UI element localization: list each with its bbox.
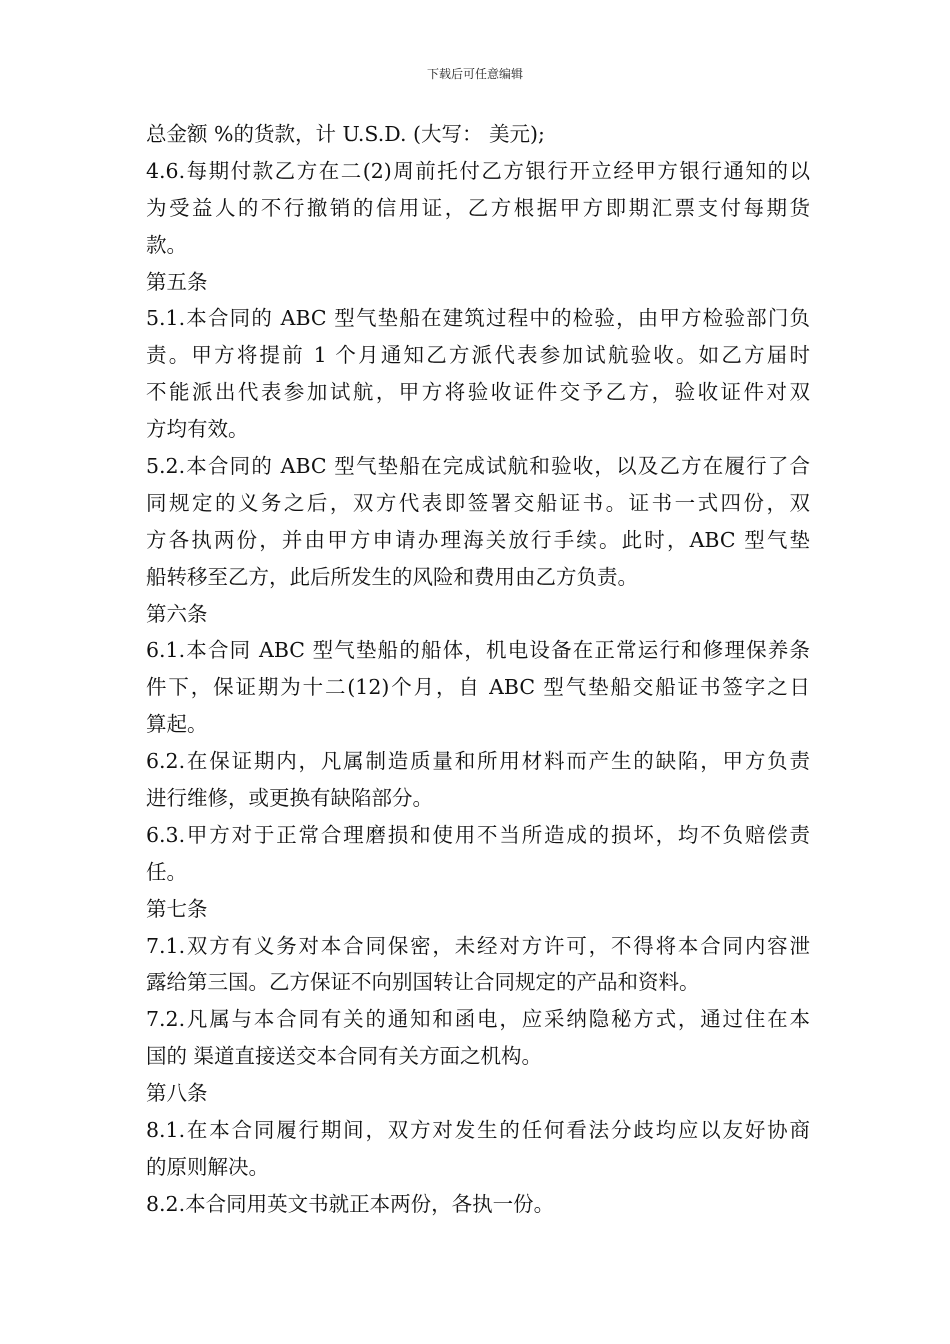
text-line: 件下，保证期为十二(12)个月，自 ABC 型气垫船交船证书签字之日 [146,675,810,700]
page-header: 下载后可任意编辑 [426,67,523,81]
text-line: 国的 渠道直接送交本合同有关方面之机构。 [146,1044,543,1069]
text-line: 8.1.在本合同履行期间，双方对发生的任何看法分歧均应以友好协商 [146,1118,810,1143]
text-line: 7.1.双方有义务对本合同保密，未经对方许可，不得将本合同内容泄 [146,933,810,958]
text-line: 第七条 [146,896,208,921]
text-line: 第五条 [146,269,208,294]
text-line: 方各执两份，并由甲方申请办理海关放行手续。此时，ABC 型气垫 [146,527,810,552]
text-line: 的原则解决。 [146,1154,269,1179]
text-line: 5.2.本合同的 ABC 型气垫船在完成试航和验收，以及乙方在履行了合 [146,454,810,479]
text-line: 任。 [146,859,187,884]
text-line: 第八条 [146,1081,208,1106]
text-line: 4.6.每期付款乙方在二(2)周前托付乙方银行开立经甲方银行通知的以 [146,158,810,183]
text-line: 不能派出代表参加试航，甲方将验收证件交予乙方，验收证件对双 [146,380,810,405]
text-line: 总金额 %的货款，计 U.S.D. (大写： 美元); [146,122,545,146]
text-line: 款。 [146,232,187,257]
text-line: 6.1.本合同 ABC 型气垫船的船体，机电设备在正常运行和修理保养条 [146,638,810,663]
text-line: 8.2.本合同用英文书就正本两份，各执一份。 [146,1191,555,1216]
text-line: 5.1.本合同的 ABC 型气垫船在建筑过程中的检验，由甲方检验部门负 [146,306,810,331]
text-line: 进行维修，或更换有缺陷部分。 [146,786,433,811]
text-line: 同规定的义务之后，双方代表即签署交船证书。证书一式四份，双 [146,490,810,515]
text-line: 方均有效。 [146,417,249,442]
text-line: 7.2.凡属与本合同有关的通知和函电，应采纳隐秘方式，通过住在本 [146,1007,810,1032]
document-body [146,116,810,1223]
text-line: 船转移至乙方，此后所发生的风险和费用由乙方负责。 [146,564,638,589]
text-line: 6.2.在保证期内，凡属制造质量和所用材料而产生的缺陷，甲方负责 [146,749,810,774]
text-line: 算起。 [146,712,208,737]
text-line: 6.3.甲方对于正常合理磨损和使用不当所造成的损坏，均不负赔偿责 [146,822,810,847]
text-line: 露给第三国。乙方保证不向别国转让合同规定的产品和资料。 [146,970,700,995]
text-line: 责。甲方将提前 1 个月通知乙方派代表参加试航验收。如乙方届时 [146,343,810,368]
text-line: 第六条 [146,601,208,626]
text-line: 为受益人的不行撤销的信用证，乙方根据甲方即期汇票支付每期货 [146,195,810,220]
